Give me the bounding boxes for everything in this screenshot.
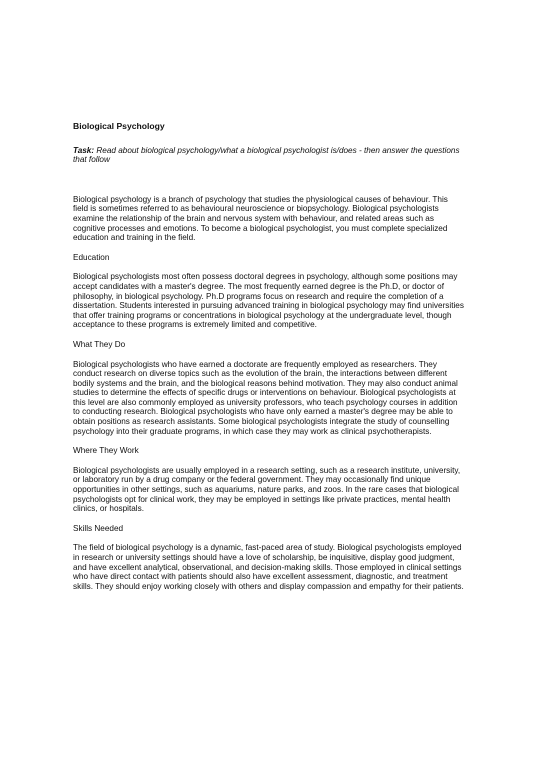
section-heading-education: Education — [73, 252, 110, 262]
section-heading-what-they-do: What They Do — [73, 339, 126, 349]
section-heading-skills-needed: Skills Needed — [73, 523, 124, 533]
section-text-what-they-do: Biological psychologists who have earned a doctorate are frequently employed as researchers. They conduct research on diverse topics such as the evolution of the brain, the interactions between different bodily systems and the brain, and the biological reasons behind motivation. They may also conduct animal studies to determine the effects of specific drugs or interventions on behaviour. Biological psychologists at this level are also commonly employed as university professors, who teach psychology courses in addition to conducting research. Biological psychologists who have only earned a master's degree may be able to obtain positions as research assistants. Some biological psychologists integrate the study of counselling psychology into their graduate programs, in which case they may work as clinical psychotherapists. — [73, 359, 458, 436]
section-text-education: Biological psychologists most often possess doctoral degrees in psychology, although some positions may accept candidates with a master's degree. The most frequently earned degree is the Ph.D, or doctor of philosophy, in biological psychology. Ph.D programs focus on research and require the completion of a dissertation. Students interested in pursuing advanced training in biological psychology may find universities that offer training programs or concentrations in biological psychology at the undergraduate level, though acceptance to these programs is extremely limited and competitive. — [73, 272, 464, 330]
intro-paragraph: Biological psychology is a branch of psychology that studies the physiological causes of behaviour. This field is sometimes referred to as behavioural neuroscience or biopsychology. Biological psychologists examine the relationship of the brain and nervous system with behaviour, and related areas such as cognitive processes and emotions. To become a biological psychologist, you must complete specialized education and training in the field. — [73, 194, 448, 243]
task-text: Read about biological psychology/what a biological psychologist is/does - then answer the questions that follow — [73, 145, 460, 165]
section-text-where-they-work: Biological psychologists are usually employed in a research setting, such as a research institute, university, or laboratory run by a drug company or the federal government. They may occasionally find unique opportunities in other settings, such as aquariums, nature parks, and zoos. In the rare cases that biological psychologists opt for clinical work, they may be employed in settings like private practices, mental health clinics, or hospitals. — [73, 465, 461, 514]
task-label: Task: — [73, 145, 95, 155]
section-heading-where-they-work: Where They Work — [73, 446, 139, 456]
document-title: Biological Psychology — [73, 121, 165, 131]
task-instruction — [73, 146, 465, 165]
section-text-skills-needed: The field of biological psychology is a dynamic, fast-paced area of study. Biological psychologists employed in research or university settings should have a love of scholarship, be inquisitive, display good judgment, and have excellent analytical, observational, and decision-making skills. Those employed in clinical settings who have direct contact with patients should also have excellent assessment, diagnostic, and treatment skills. They should enjoy working closely with others and display compassion and empathy for their patients. — [73, 543, 464, 591]
document-page — [73, 122, 465, 601]
